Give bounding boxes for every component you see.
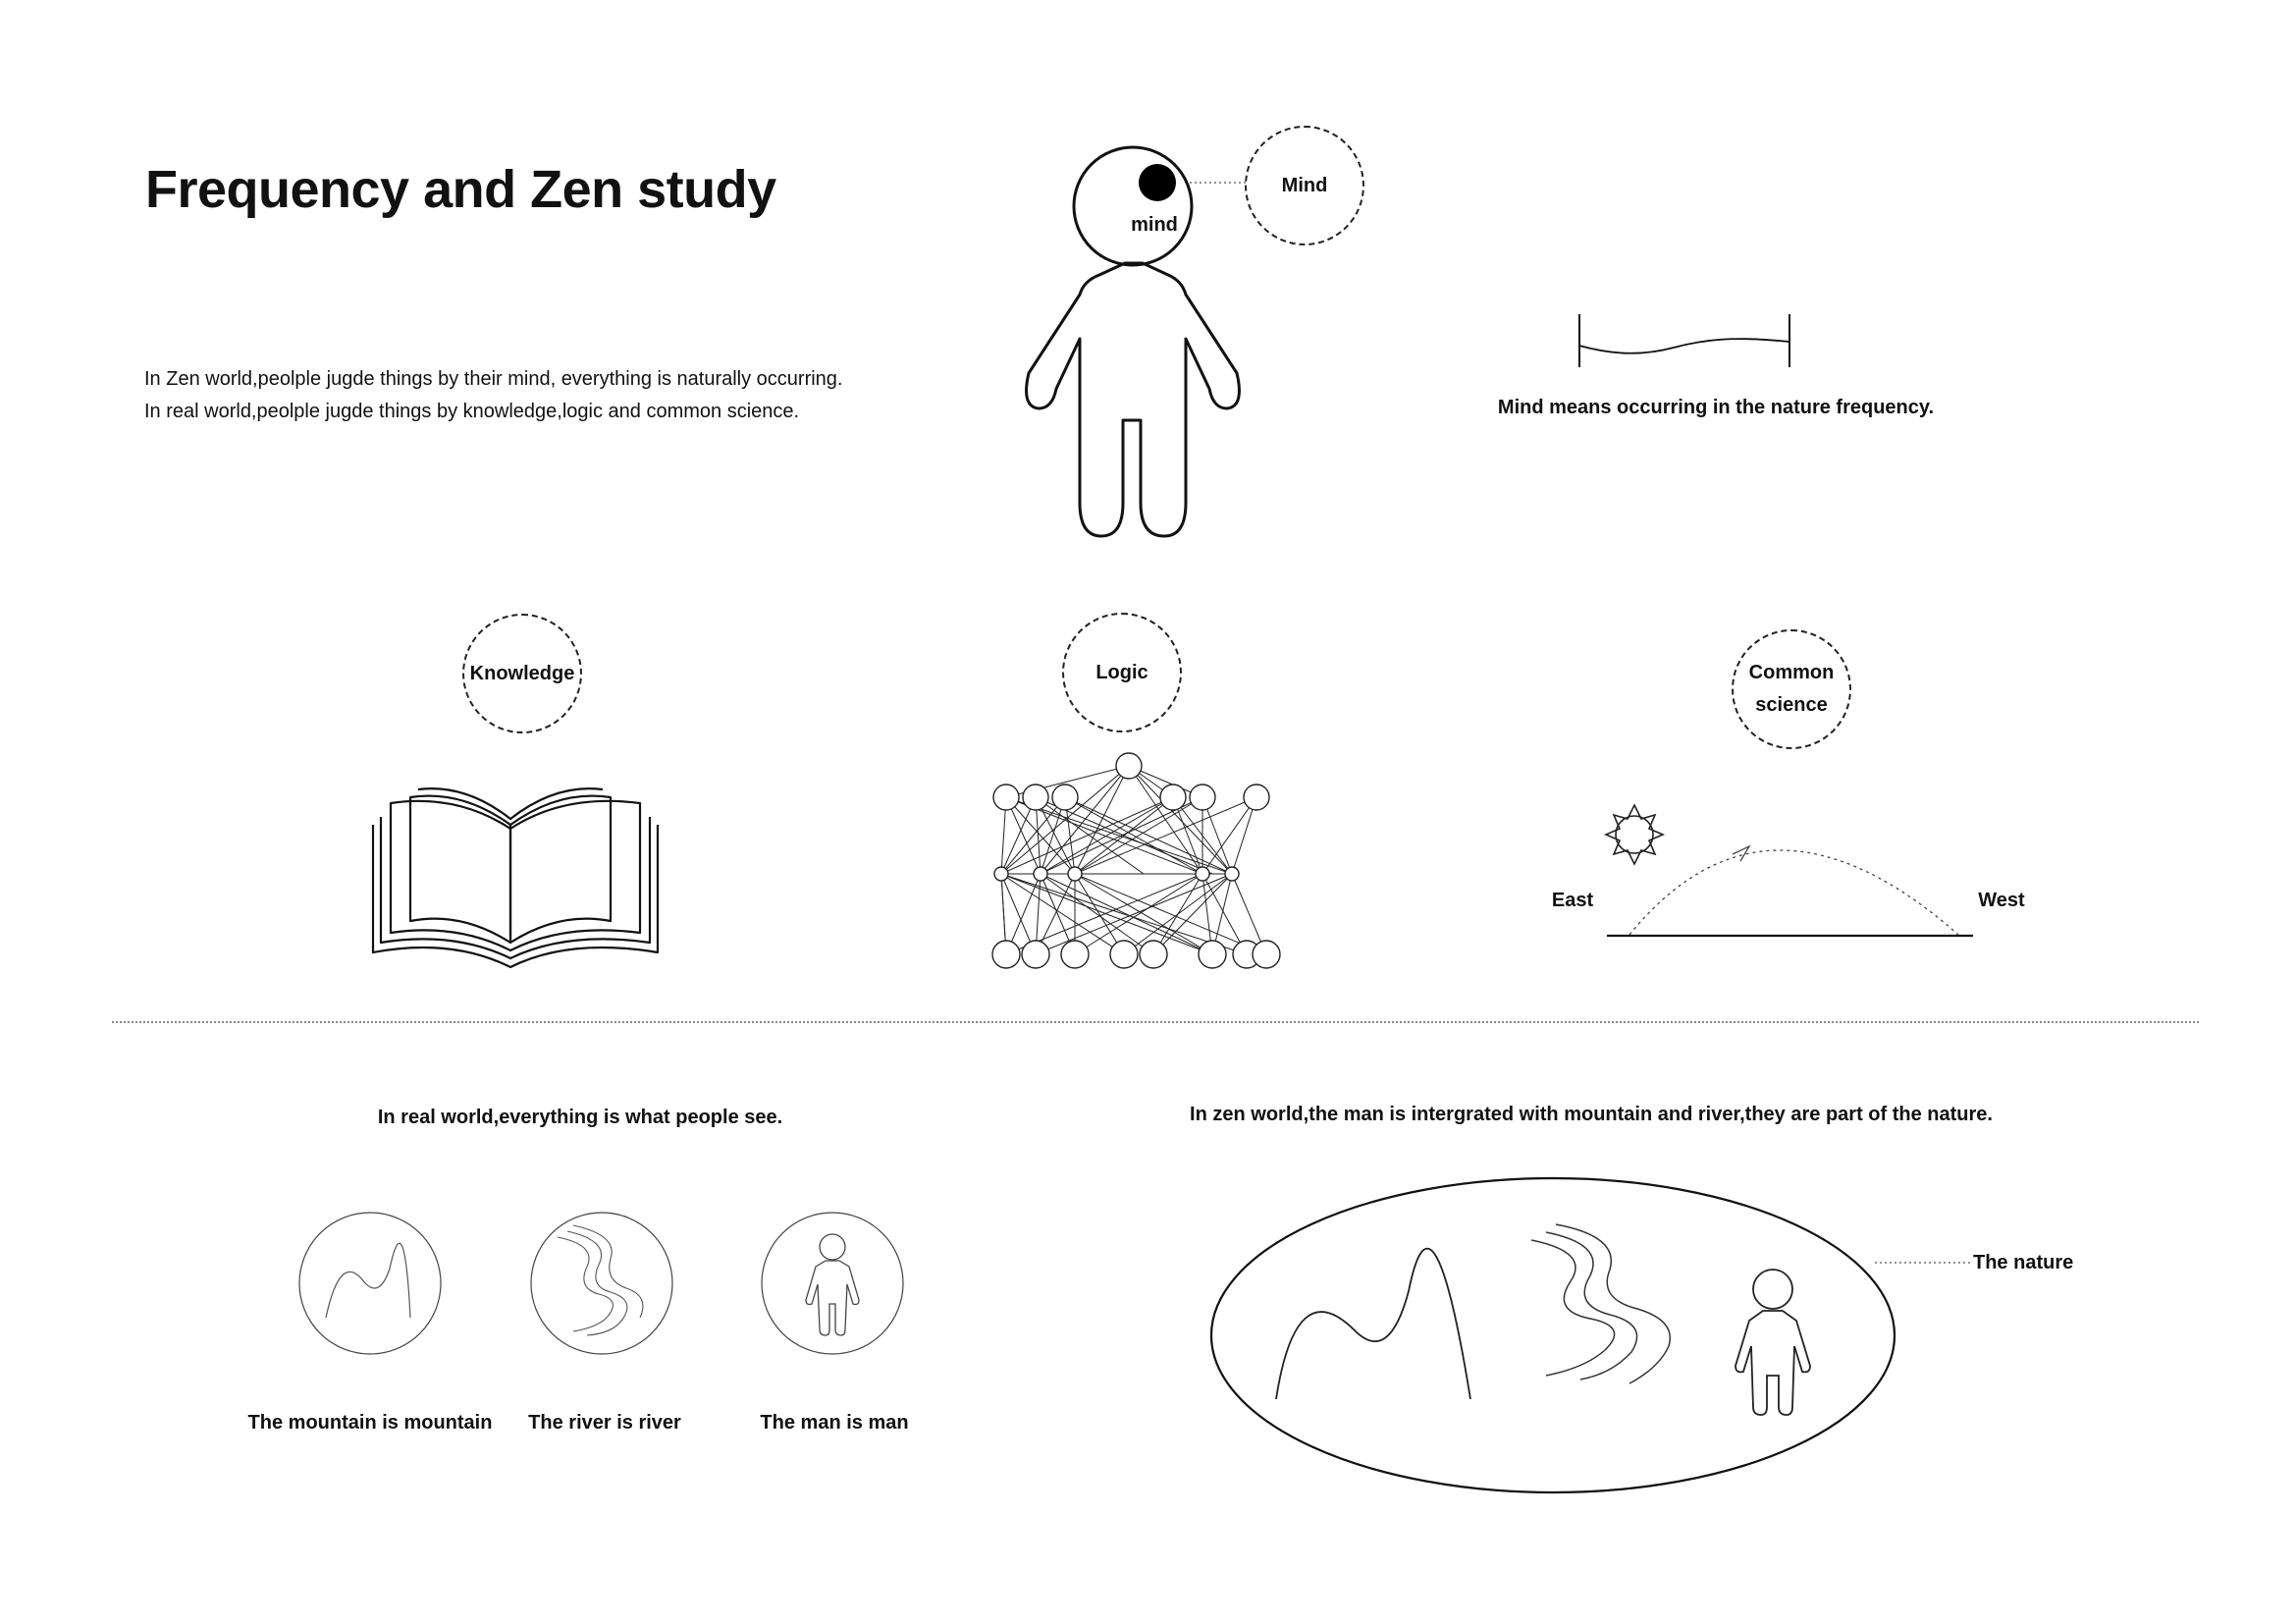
logic-label: Logic	[1095, 661, 1148, 683]
river-label: The river is river	[528, 1412, 681, 1434]
nature-man	[1735, 1270, 1810, 1415]
nature-ellipse-icon	[1207, 1173, 1914, 1507]
intro-line-zen: In Zen world,peolple jugde things by their mind, everything is naturally occurring.	[144, 368, 843, 390]
common-science-bubble	[1732, 629, 1851, 749]
intro-text	[144, 363, 842, 428]
west-label: West	[1978, 890, 2025, 911]
nature-label: The nature	[1973, 1252, 2074, 1273]
east-label: East	[1551, 890, 1594, 911]
logic-network-icon	[987, 748, 1291, 974]
person-icon	[1021, 137, 1256, 550]
river-circle-icon	[528, 1210, 675, 1357]
mind-label: mind	[1131, 214, 1178, 236]
common-science-label-line1: Common	[1748, 662, 1835, 683]
frequency-wave-icon	[1575, 312, 1795, 373]
person-body	[1027, 263, 1240, 536]
mountain-label: The mountain is mountain	[247, 1412, 493, 1434]
man-circle-icon	[759, 1210, 906, 1357]
mind-bubble-label: Mind	[1281, 174, 1328, 196]
sun-arc	[1629, 850, 1958, 935]
real-world-caption: In real world,everything is what people see.	[377, 1107, 783, 1128]
mind-bubble	[1245, 126, 1364, 245]
person-head	[1074, 147, 1192, 265]
intro-line-real: In real world,peolple jugde things by knowledge,logic and common science.	[144, 401, 800, 422]
open-book-icon	[363, 785, 667, 982]
sun-icon	[1606, 805, 1663, 864]
knowledge-label: Knowledge	[469, 662, 575, 684]
logic-bubble	[1062, 613, 1182, 732]
sun-path-icon	[1600, 795, 1983, 943]
mountain-circle-icon	[296, 1210, 444, 1357]
nature-river	[1531, 1224, 1670, 1383]
zen-world-caption: In zen world,the man is intergrated with mountain and river,they are part of the nature.	[1190, 1104, 1993, 1125]
frequency-caption: Mind means occurring in the nature frequency.	[1497, 397, 1935, 418]
man-label: The man is man	[760, 1412, 909, 1434]
section-divider	[112, 1021, 2199, 1023]
nature-mountain	[1276, 1249, 1470, 1399]
common-science-label-line2: science	[1755, 694, 1828, 716]
knowledge-bubble	[462, 614, 582, 733]
mind-dot	[1139, 164, 1176, 201]
page-title: Frequency and Zen study	[145, 160, 776, 219]
